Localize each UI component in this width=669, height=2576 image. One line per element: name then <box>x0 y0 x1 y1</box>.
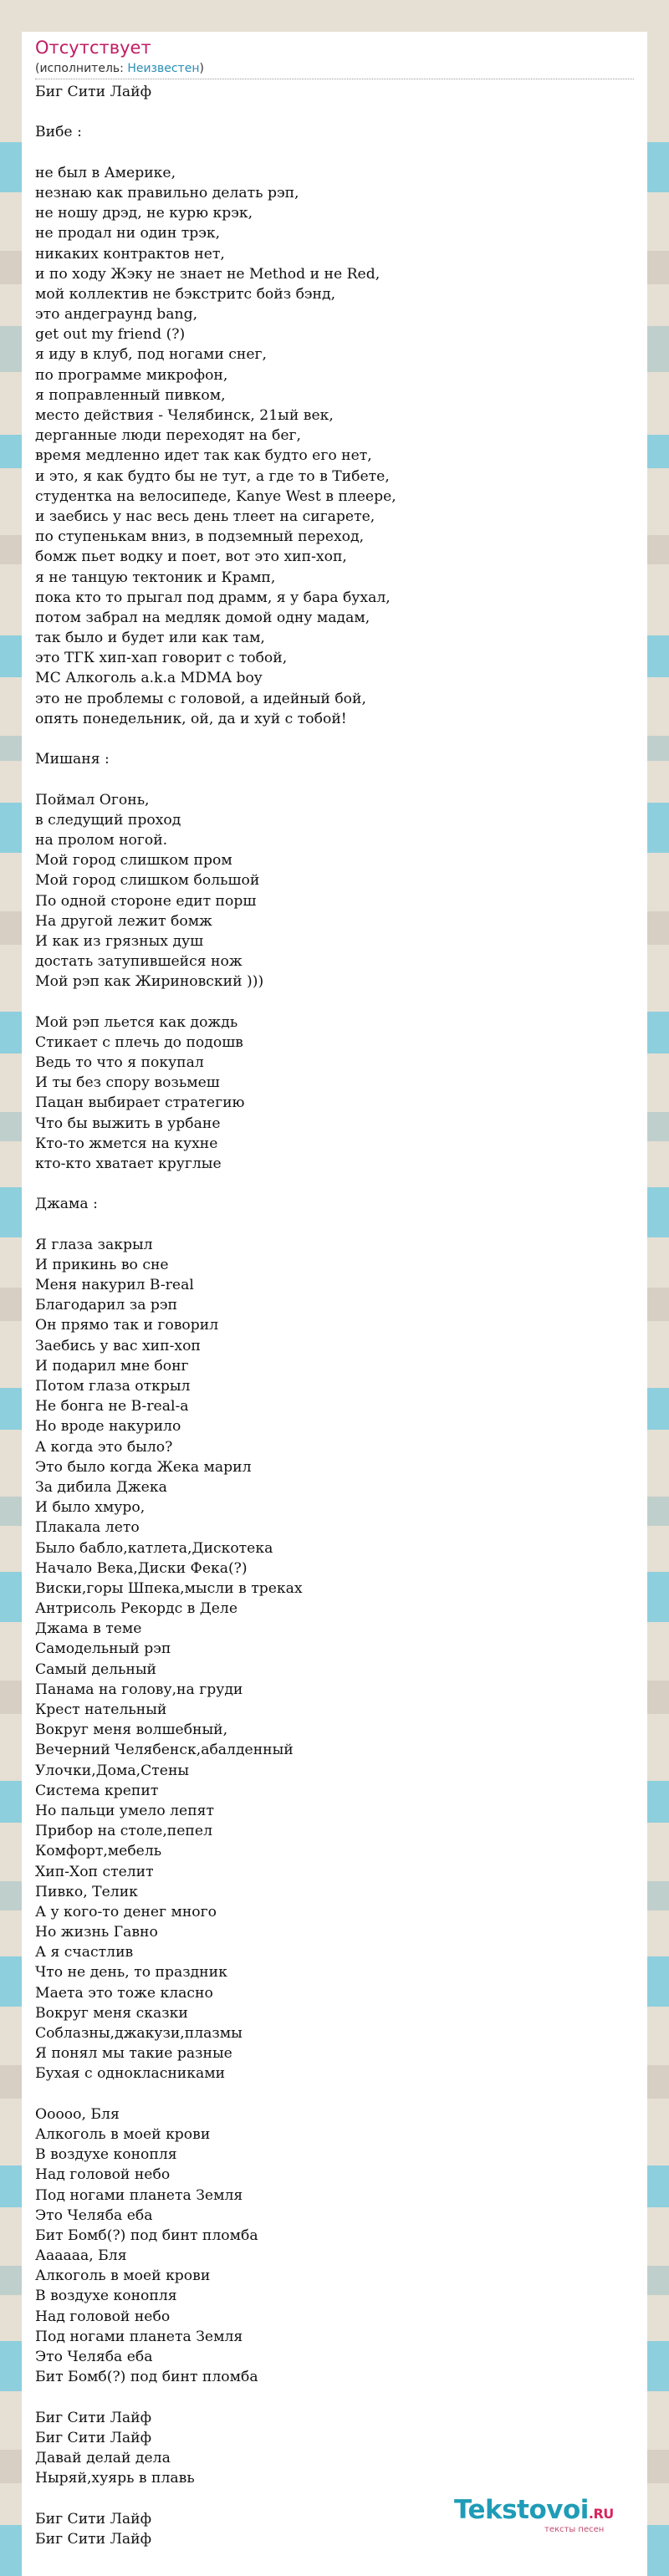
lyric-line: Он прямо так и говорил <box>35 1317 219 1334</box>
lyric-line: Вокруг меня волшебный, <box>35 1722 228 1739</box>
lyric-line: Мишаня : <box>35 751 110 768</box>
lyric-line: Пацан выбирает стратегию <box>35 1094 245 1112</box>
lyric-line: незнаю как правильно делать рэп, <box>35 184 299 201</box>
lyric-line: мой коллектив не бэкстритс бойз бэнд, <box>35 285 336 303</box>
artist-prefix: (исполнитель: <box>35 62 128 75</box>
lyric-line: Благодарил за рэп <box>35 1297 177 1314</box>
lyric-line: Я понял мы такие разные <box>35 2045 232 2063</box>
lyric-line: И прикинь во сне <box>35 1256 169 1273</box>
lyric-line: Комфорт,мебель <box>35 1843 162 1860</box>
lyric-line: Алкоголь в моей крови <box>35 2125 211 2143</box>
logo-name: Tekstovoi <box>454 2495 589 2525</box>
lyric-line: бомж пьет водку и поет, вот это хип-хоп, <box>35 548 347 566</box>
lyric-line: Джама в теме <box>35 1620 142 1638</box>
artist-line <box>35 60 637 77</box>
lyric-line: кто-кто хватает круглые <box>35 1155 222 1172</box>
lyric-line: Под ногами планета Земля <box>35 2186 243 2204</box>
lyric-line: Соблазны,джакузи,плазмы <box>35 2025 243 2042</box>
lyric-line: Хип-Хоп стелит <box>35 1863 154 1880</box>
lyric-line: В воздухе конопля <box>35 2288 177 2305</box>
lyric-line: Вокруг меня сказки <box>35 2004 188 2022</box>
lyric-line: опять понедельник, ой, да и хуй с тобой! <box>35 710 347 727</box>
lyric-line: достать затупившейся нож <box>35 953 243 971</box>
lyric-line: не ношу дрэд, не курю крэк, <box>35 205 253 222</box>
lyric-line: Вибе : <box>35 124 82 141</box>
lyric-line: Джама : <box>35 1196 98 1213</box>
lyric-line: Аааааа, Бля <box>35 2247 127 2265</box>
lyric-line: В воздухе конопля <box>35 2146 177 2164</box>
song-header <box>35 35 637 77</box>
lyric-line: Ныряй,хуярь в плавь <box>35 2470 195 2487</box>
lyric-line: Мой город слишком пром <box>35 852 232 870</box>
lyric-blank-line <box>35 1174 637 1194</box>
logo-tagline: тексты песен <box>544 2525 605 2534</box>
lyric-line: Потом глаза открыл <box>35 1378 191 1395</box>
lyric-line: я не танцую тектоник и Крамп, <box>35 569 276 586</box>
lyric-line: Пивко, Телик <box>35 1883 138 1900</box>
lyric-line: дерганные люди переходят на бег, <box>35 427 302 445</box>
lyric-line: MC Алкоголь a.k.a MDMA boy <box>35 670 263 687</box>
background-stripe <box>0 0 669 30</box>
lyric-blank-line <box>35 102 637 122</box>
lyric-line: А когда это было? <box>35 1438 173 1456</box>
lyric-line: Но пальци умело лепят <box>35 1802 215 1819</box>
lyric-line: get out my friend (?) <box>35 326 186 344</box>
song-title: Отсутствует <box>35 38 151 58</box>
lyric-line: Стикает с плечь до подошв <box>35 1033 243 1051</box>
lyric-line: Но жизнь Гавно <box>35 1924 158 1941</box>
lyric-blank-line <box>35 729 637 749</box>
lyrics-card <box>22 32 647 2576</box>
lyric-line: я иду в клуб, под ногами снег, <box>35 346 268 364</box>
lyric-line: Мой рэп как Жириновский ))) <box>35 973 264 991</box>
lyric-line: Я глаза закрыл <box>35 1236 153 1253</box>
lyric-line: это андеграунд bang, <box>35 306 198 324</box>
lyric-line: Ведь то что я покупал <box>35 1054 204 1071</box>
lyric-line: Самодельный рэп <box>35 1640 171 1658</box>
lyric-line: Биг Сити Лайф <box>35 2510 152 2528</box>
lyric-line: Бит Бомб(?) под бинт пломба <box>35 2369 258 2386</box>
lyric-line: Под ногами планета Земля <box>35 2328 243 2345</box>
lyric-line: не был в Америке, <box>35 164 176 181</box>
lyric-line: студентка на велосипеде, Kanye West в плеере, <box>35 487 396 505</box>
lyric-line: Биг Сити Лайф <box>35 2530 152 2548</box>
lyric-line: Крест нательный <box>35 1701 167 1718</box>
lyric-line: И подарил мне бонг <box>35 1357 189 1375</box>
lyric-line: Кто-то жмется на кухне <box>35 1135 218 1152</box>
lyric-line: на пролом ногой. <box>35 831 168 849</box>
lyric-line: Заебись у вас хип-хоп <box>35 1337 201 1354</box>
lyric-line: и это, я как будто бы не тут, а где то в Тибете, <box>35 467 390 485</box>
lyric-line: Но вроде накурило <box>35 1418 181 1436</box>
lyric-blank-line <box>35 769 637 789</box>
lyric-line: это ТГК хип-хап говорит с тобой, <box>35 650 288 667</box>
lyric-line: Начало Века,Диски Фека(?) <box>35 1559 248 1577</box>
lyric-line: и заебись у нас весь день тлеет на сигарете, <box>35 508 375 525</box>
lyric-line: Алкоголь в моей крови <box>35 2267 211 2285</box>
lyric-line: Маета это тоже класно <box>35 1984 213 2002</box>
lyric-line: Виски,горы Шпека,мысли в треках <box>35 1579 303 1597</box>
lyric-line: Биг Сити Лайф <box>35 2409 152 2426</box>
lyric-blank-line <box>35 2387 637 2407</box>
lyric-line: Это Челяба еба <box>35 2349 153 2365</box>
lyric-line: в следущий проход <box>35 811 181 829</box>
lyric-line: Прибор на столе,пепел <box>35 1823 212 1840</box>
logo-tld: .RU <box>588 2506 614 2522</box>
lyric-blank-line <box>35 1215 637 1235</box>
lyric-line: Антрисоль Рекордс в Деле <box>35 1600 238 1618</box>
lyric-line: не продал ни один трэк, <box>35 225 221 242</box>
lyric-line: Над головой небо <box>35 2308 171 2325</box>
lyric-line: место действия - Челябинск, 21ый век, <box>35 407 334 424</box>
lyric-line: пока кто то прыгал под драмм, я у бара бухал, <box>35 589 391 606</box>
lyric-line: по программе микрофон, <box>35 366 228 384</box>
artist-suffix: ) <box>199 62 204 75</box>
lyric-line: Не бонга не B-real-a <box>35 1398 189 1416</box>
artist-link[interactable]: Неизвестен <box>127 62 200 75</box>
lyric-line: так было и будет или как там, <box>35 630 265 647</box>
lyric-line: И было хмуро, <box>35 1499 146 1517</box>
lyric-line: За дибила Джека <box>35 1478 167 1496</box>
lyric-line: никаких контрактов нет, <box>35 245 225 263</box>
lyric-line: Вечерний Челябенск,абалденный <box>35 1742 294 1759</box>
lyric-line: я поправленный пивком, <box>35 386 226 404</box>
lyric-blank-line <box>35 992 637 1012</box>
lyric-line: А у кого-то денег много <box>35 1903 217 1921</box>
lyric-line: Самый дельный <box>35 1660 156 1678</box>
lyric-line: Это Челяба еба <box>35 2206 153 2224</box>
lyric-line: Что бы выжить в урбане <box>35 1115 221 1132</box>
lyric-line: По одной стороне едит порш <box>35 892 257 910</box>
lyric-line: Биг Сити Лайф <box>35 2429 152 2446</box>
lyric-line: Ооооо, Бля <box>35 2105 120 2123</box>
lyric-line: Меня накурил B-real <box>35 1277 194 1294</box>
lyric-line: потом забрал на медляк домой одну мадам, <box>35 609 370 626</box>
lyrics-text <box>35 82 637 2549</box>
lyric-line: по ступенькам вниз, в подземный переход, <box>35 528 365 546</box>
lyric-line: И ты без спору возьмеш <box>35 1074 220 1092</box>
lyric-blank-line <box>35 143 637 163</box>
lyric-line: Что не день, то праздник <box>35 1964 227 1982</box>
lyric-line: На другой лежит бомж <box>35 912 212 930</box>
lyric-line: Панама на голову,на груди <box>35 1681 243 1698</box>
logo-wordmark <box>454 2493 633 2531</box>
lyric-line: Мой рэп льется как дождь <box>35 1013 238 1031</box>
lyric-line: Бухая с однокласниками <box>35 2065 226 2083</box>
tekstovoi-logo[interactable] <box>454 2493 633 2543</box>
lyric-line: Бит Бомб(?) под бинт пломба <box>35 2227 258 2244</box>
lyric-line: Система крепит <box>35 1782 159 1799</box>
lyric-line: А я счастлив <box>35 1944 134 1961</box>
lyric-line: Биг Сити Лайф <box>35 84 152 100</box>
lyric-line: Мой город слишком большой <box>35 872 260 890</box>
lyric-line: Это было когда Жека марил <box>35 1458 252 1476</box>
lyric-line: Поймал Огонь, <box>35 791 150 809</box>
lyric-blank-line <box>35 2084 637 2104</box>
lyric-line: Над головой небо <box>35 2166 171 2184</box>
lyric-line: И как из грязных душ <box>35 932 204 950</box>
lyric-line: Улочки,Дома,Стены <box>35 1762 190 1779</box>
lyric-line: Было бабло,катлета,Дискотека <box>35 1539 273 1557</box>
lyric-line: это не проблемы с головой, а идейный бой, <box>35 690 366 707</box>
lyric-line: Плакала лето <box>35 1519 140 1537</box>
lyric-line: время медленно идет так как будто его нет, <box>35 447 372 465</box>
lyric-line: Давай делай дела <box>35 2449 171 2466</box>
lyric-line: и по ходу Жэку не знает не Method и не Red, <box>35 265 380 283</box>
